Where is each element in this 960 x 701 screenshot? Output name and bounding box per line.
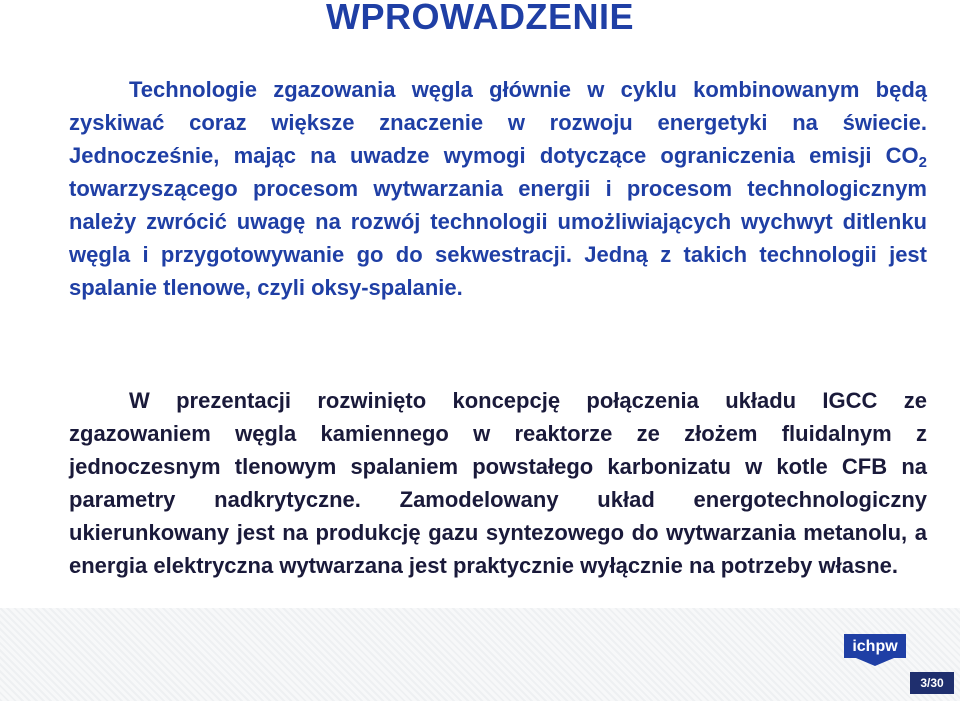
presentation-paragraph: [69, 384, 927, 582]
footer-band: [0, 608, 960, 701]
slide-title: WPROWADZENIE: [326, 0, 634, 37]
logo-text: ichpw: [852, 638, 898, 655]
ichpw-logo-icon: [842, 628, 908, 668]
presentation-text: W prezentacji rozwinięto koncepcję połączenia układu IGCC ze zgazowaniem węgla kamiennego w reaktorze ze złożem fluidalnym z jednoczesnym tlenowym spalaniem powstałego karbonizatu w kotle CFB na parametry nadkrytyczne. Zamodelowany układ energotechnologiczny ukierunkowany jest na produkcję gazu syntezowego do wytwarzania metanolu, a energia elektryczna wytwarzana jest praktycznie wyłącznie na potrzeby własne.: [69, 388, 927, 578]
intro-paragraph: [69, 73, 927, 304]
intro-text-part1: Technologie zgazowania węgla głównie w cyklu kombinowanym będą zyskiwać coraz większe znaczenie w rozwoju energetyki na świecie. Jednocześnie, mając na uwadze wymogi dotyczące ograniczenia emisji CO: [69, 77, 927, 168]
intro-text-part2: towarzyszącego procesom wytwarzania energii i procesom technologicznym należy zwrócić uwagę na rozwój technologii umożliwiających wychwyt ditlenku węgla i przygotowywanie go do sekwestracji. Jedną z takich technologii jest spalanie tlenowe, czyli oksy-spalanie.: [69, 176, 927, 300]
co2-subscript: 2: [918, 154, 927, 171]
page-number-badge: 3/30: [910, 672, 954, 694]
